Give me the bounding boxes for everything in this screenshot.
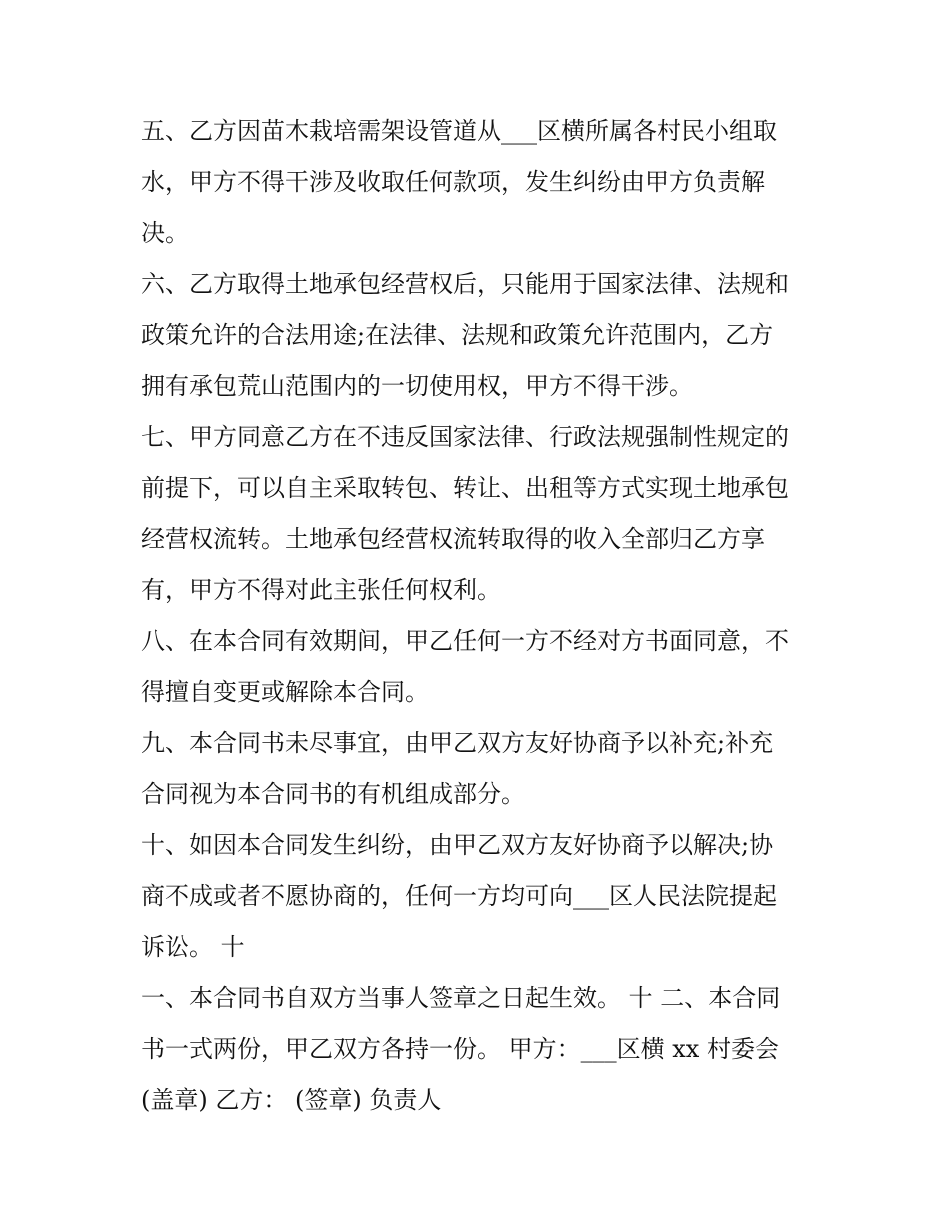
text-line-6: 拥有承包荒山范围内的一切使用权，甲方不得干涉。 bbox=[141, 372, 693, 400]
text-line-17: 诉讼。 十 bbox=[141, 933, 245, 961]
text-line-4: 六、乙方取得土地承包经营权后，只能用于国家法律、法规和 bbox=[141, 270, 789, 298]
text-line-5: 政策允许的合法用途;在法律、法规和政策允许范围内，乙方 bbox=[141, 321, 774, 349]
text-line-10: 有，甲方不得对此主张任何权利。 bbox=[141, 576, 501, 604]
text-line-3: 决。 bbox=[141, 219, 189, 247]
text-line-13: 九、本合同书未尽事宜，由甲乙双方友好协商予以补充;补充 bbox=[141, 729, 774, 757]
text-line-12: 得擅自变更或解除本合同。 bbox=[141, 678, 429, 706]
text-line-18: 一、本合同书自双方当事人签章之日起生效。 十 二、本合同 bbox=[141, 984, 781, 1012]
text-line-9: 经营权流转。土地承包经营权流转取得的收入全部归乙方享 bbox=[141, 525, 765, 553]
text-line-1: 五、乙方因苗木栽培需架设管道从___区横所属各村民小组取 bbox=[141, 117, 777, 145]
text-line-16: 商不成或者不愿协商的，任何一方均可向___区人民法院提起 bbox=[141, 882, 777, 910]
text-line-7: 七、甲方同意乙方在不违反国家法律、行政法规强制性规定的 bbox=[141, 423, 789, 451]
text-line-15: 十、如因本合同发生纠纷，由甲乙双方友好协商予以解决;协 bbox=[141, 831, 774, 859]
text-line-2: 水，甲方不得干涉及收取任何款项，发生纠纷由甲方负责解 bbox=[141, 168, 765, 196]
text-line-14: 合同视为本合同书的有机组成部分。 bbox=[141, 780, 525, 808]
text-line-8: 前提下，可以自主采取转包、转让、出租等方式实现土地承包 bbox=[141, 474, 789, 502]
text-line-20: (盖章) 乙方： (签章) 负责人 bbox=[141, 1086, 442, 1114]
text-line-11: 八、在本合同有效期间，甲乙任何一方不经对方书面同意，不 bbox=[141, 627, 789, 655]
contract-body bbox=[141, 106, 821, 1126]
text-line-19: 书一式两份，甲乙双方各持一份。 甲方：___区横 xx 村委会 bbox=[141, 1035, 779, 1063]
